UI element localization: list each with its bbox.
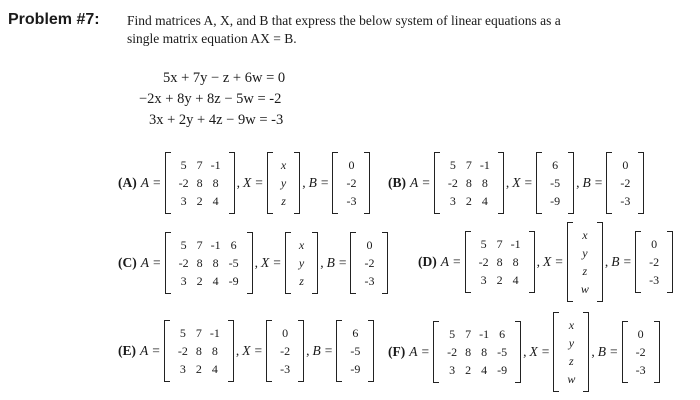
equals-sign: = [524, 175, 533, 190]
matrix-entry: 7 [465, 158, 472, 172]
var-a: A [409, 344, 418, 359]
matrix-entry: 6 [352, 326, 359, 340]
matrix-entry: 0 [651, 237, 658, 251]
matrix-entry: y [298, 256, 305, 270]
option-e[interactable] [118, 320, 374, 382]
matrix-x [285, 232, 318, 294]
var-x: X [243, 175, 252, 190]
matrix-entry: -3 [280, 362, 291, 376]
var-a: A [410, 175, 419, 190]
problem-label: Problem #7: [8, 11, 100, 28]
matrix-entry: z [299, 274, 304, 288]
matrix-entry: 5 [180, 158, 187, 172]
matrix-entry: w [580, 282, 589, 296]
matrix-entry: -3 [620, 194, 631, 208]
equals-sign: = [610, 344, 618, 359]
matrix-entry: 5 [179, 326, 186, 340]
comma: , [576, 175, 580, 190]
equals-sign: = [453, 254, 461, 269]
option-c[interactable] [118, 232, 388, 294]
matrix-x [267, 152, 300, 214]
equals-sign: = [422, 175, 430, 190]
matrix-entry: -5 [497, 345, 508, 359]
equals-sign: = [273, 255, 281, 270]
matrix-entry: w [567, 372, 576, 386]
matrix-entry: -9 [350, 362, 361, 376]
matrix-x [536, 152, 574, 214]
equation-1: 5x + 7y − z + 6w = 0 [163, 70, 286, 86]
matrix-a [164, 320, 234, 382]
equals-sign: = [255, 175, 263, 190]
equals-sign: = [153, 175, 161, 190]
matrix-entry: 3 [449, 363, 456, 377]
matrix-entry: 6 [230, 238, 237, 252]
matrix-entry: -1 [479, 327, 490, 341]
matrix-b [350, 232, 388, 294]
equals-sign: = [152, 343, 160, 358]
option-label: (A) [118, 175, 137, 190]
var-b: B [582, 175, 591, 190]
matrix-x [553, 312, 589, 392]
equals-sign: = [338, 255, 347, 270]
prompt-line-2: single matrix equation AX = B. [127, 31, 297, 46]
equation-3: 3x + 2y + 4z − 9w = -3 [149, 112, 284, 128]
option-b[interactable] [388, 152, 644, 214]
matrix-entry: -2 [280, 344, 291, 358]
matrix-entry: 5 [480, 237, 487, 251]
matrix-entry: z [569, 354, 574, 368]
matrix-entry: -2 [649, 255, 660, 269]
matrix-entry: -1 [210, 238, 221, 252]
comma: , [235, 343, 240, 358]
matrix-entry: 0 [637, 327, 644, 341]
problem-prompt [127, 12, 687, 48]
comma: , [604, 254, 609, 269]
var-a: A [140, 175, 149, 190]
matrix-entry: 3 [449, 194, 456, 208]
matrix-entry: -2 [177, 344, 188, 358]
var-x: X [543, 254, 552, 269]
equals-sign: = [623, 254, 632, 269]
prompt-line-1: Find matrices A, X, and B that express the below system of linear equations as a [127, 13, 561, 28]
matrix-entry: 3 [179, 362, 186, 376]
matrix-entry: 4 [212, 194, 219, 208]
option-label: (D) [418, 254, 437, 269]
equals-sign: = [324, 343, 333, 358]
var-b: B [308, 175, 317, 190]
comma: , [236, 175, 240, 190]
matrix-x [266, 320, 304, 382]
comma: , [320, 255, 324, 270]
matrix-entry: -2 [635, 345, 646, 359]
matrix-entry: 5 [180, 238, 187, 252]
matrix-entry: -2 [364, 256, 375, 270]
matrix-a [165, 152, 235, 214]
matrix-entry: -2 [178, 256, 189, 270]
matrix-entry: 2 [465, 363, 472, 377]
matrix-b [332, 152, 370, 214]
matrix-entry: -3 [649, 273, 660, 287]
matrix-entry: 6 [552, 158, 559, 172]
equals-sign: = [594, 175, 603, 190]
matrix-b [635, 231, 673, 293]
matrix-entry: y [280, 176, 287, 190]
var-a: A [140, 343, 149, 358]
var-b: B [312, 343, 321, 358]
matrix-entry: 0 [622, 158, 629, 172]
equation-2: −2x + 8y + 8z − 5w = -2 [139, 91, 282, 107]
equals-sign: = [153, 255, 161, 270]
matrix-entry: 0 [282, 326, 289, 340]
matrix-entry: -1 [210, 158, 221, 172]
matrix-b [606, 152, 644, 214]
var-x: X [529, 344, 538, 359]
matrix-b [336, 320, 374, 382]
var-b: B [326, 255, 335, 270]
matrix-entry: -9 [228, 274, 239, 288]
matrix-entry: 8 [212, 256, 219, 270]
matrix-entry: 8 [481, 176, 488, 190]
matrix-entry: -3 [364, 274, 375, 288]
matrix-entry: -2 [346, 176, 357, 190]
comma: , [591, 344, 595, 359]
matrix-entry: 2 [195, 362, 202, 376]
matrix-entry: z [582, 264, 588, 278]
matrix-entry: 8 [195, 344, 202, 358]
matrix-entry: 7 [465, 327, 472, 341]
matrix-entry: -1 [209, 326, 220, 340]
comma: , [254, 255, 258, 270]
matrix-entry: 2 [465, 194, 472, 208]
matrix-a [434, 152, 504, 214]
equals-sign: = [541, 344, 550, 359]
matrix-entry: -9 [497, 363, 508, 377]
option-d[interactable] [418, 222, 673, 302]
matrix-entry: -3 [346, 194, 357, 208]
matrix-entry: -9 [550, 194, 561, 208]
matrix-entry: -3 [635, 363, 646, 377]
matrix-entry: 6 [499, 327, 506, 341]
equals-sign: = [320, 175, 329, 190]
matrix-entry: 0 [348, 158, 355, 172]
matrix-entry: -2 [620, 176, 631, 190]
comma: , [302, 175, 306, 190]
option-a[interactable] [118, 152, 370, 214]
matrix-x [567, 222, 603, 302]
matrix-entry: 4 [211, 362, 218, 376]
matrix-entry: x [582, 228, 588, 242]
matrix-entry: -5 [550, 176, 561, 190]
matrix-entry: 3 [180, 274, 187, 288]
matrix-entry: x [568, 318, 575, 332]
matrix-entry: 8 [496, 255, 503, 269]
var-x: X [261, 255, 270, 270]
matrix-entry: 8 [196, 256, 203, 270]
option-label: (E) [118, 343, 136, 358]
var-a: A [140, 255, 149, 270]
matrix-entry: x [298, 238, 305, 252]
matrix-entry: 2 [496, 273, 503, 287]
matrix-entry: 3 [180, 194, 187, 208]
matrix-entry: 4 [512, 273, 519, 287]
matrix-entry: 4 [481, 194, 488, 208]
option-label: (F) [388, 344, 406, 359]
var-b: B [597, 344, 607, 359]
matrix-a [165, 232, 253, 294]
matrix-entry: 8 [211, 344, 218, 358]
matrix-entry: y [568, 336, 575, 350]
matrix-entry: 0 [366, 238, 373, 252]
matrix-entry: 5 [449, 327, 456, 341]
matrix-entry: -1 [479, 158, 490, 172]
matrix-entry: -2 [447, 176, 458, 190]
matrix-entry: 8 [465, 176, 472, 190]
comma: , [536, 254, 540, 269]
var-a: A [440, 254, 449, 269]
var-x: X [512, 175, 521, 190]
matrix-entry: 8 [212, 176, 219, 190]
var-x: X [242, 343, 251, 358]
matrix-entry: -2 [447, 345, 458, 359]
equals-sign: = [254, 343, 263, 358]
matrix-a [465, 231, 535, 293]
comma: , [523, 344, 527, 359]
matrix-entry: 8 [465, 345, 472, 359]
equals-sign: = [421, 344, 430, 359]
matrix-entry: 8 [196, 176, 203, 190]
matrix-entry: -1 [510, 237, 521, 251]
option-f[interactable] [388, 312, 660, 392]
matrix-entry: 2 [196, 274, 203, 288]
option-label: (C) [118, 255, 137, 270]
matrix-b [622, 321, 660, 383]
option-label: (B) [388, 175, 406, 190]
matrix-entry: 7 [496, 237, 503, 251]
matrix-entry: -5 [350, 344, 361, 358]
matrix-entry: -2 [478, 255, 489, 269]
matrix-entry: 7 [196, 158, 203, 172]
matrix-entry: 3 [480, 273, 487, 287]
matrix-entry: 8 [512, 255, 519, 269]
matrix-entry: z [281, 194, 286, 208]
matrix-entry: 4 [212, 274, 219, 288]
matrix-entry: 5 [449, 158, 456, 172]
comma: , [505, 175, 510, 190]
comma: , [306, 343, 310, 358]
var-b: B [611, 254, 620, 269]
matrix-entry: 2 [196, 194, 203, 208]
matrix-entry: 8 [481, 345, 488, 359]
matrix-entry: -2 [178, 176, 189, 190]
matrix-entry: 4 [481, 363, 488, 377]
matrix-entry: y [582, 246, 588, 260]
matrix-entry: -5 [228, 256, 239, 270]
matrix-entry: 7 [196, 238, 203, 252]
equals-sign: = [555, 254, 563, 269]
matrix-entry: 7 [195, 326, 202, 340]
matrix-entry: x [280, 158, 287, 172]
matrix-a [433, 321, 521, 383]
